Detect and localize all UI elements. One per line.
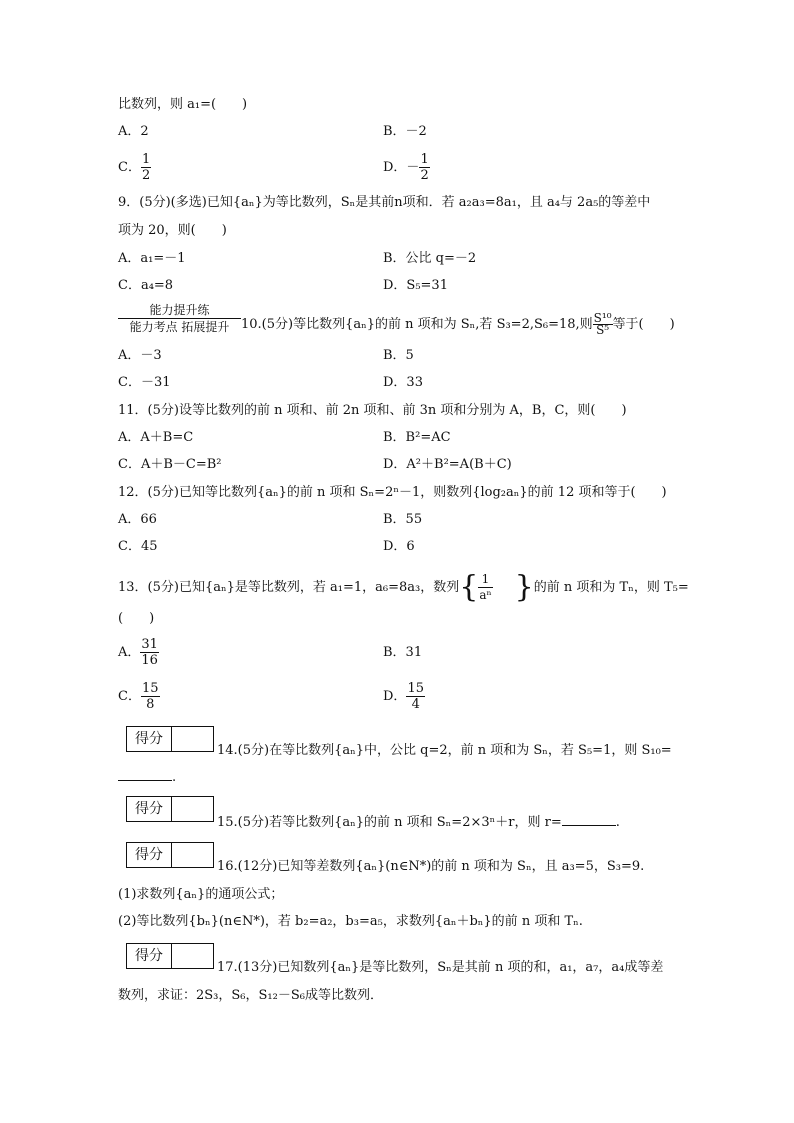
q15-stem (217, 813, 620, 832)
q9-option-d: D．S₅=31 (383, 278, 448, 293)
q10-ratio-fraction (593, 313, 613, 336)
score-label: 得分 (127, 727, 172, 751)
q13-option-a-prefix: A． (118, 645, 141, 660)
section-header-top: 能力提升练 (118, 302, 241, 319)
q16-stem: 16.(12分)已知等差数列{aₙ}(n∈N*)的前 n 项和为 Sₙ，且 a₃=5，S₃=9. (217, 859, 645, 874)
q13-option-c-prefix: C． (118, 689, 141, 704)
q16-part1: (1)求数列{aₙ}的通项公式； (118, 887, 284, 902)
q8-option-c-prefix: C． (118, 160, 141, 175)
q13-stem-b: 的前 n 项和为 Tₙ，则 T₅= (533, 580, 689, 595)
q11-option-b: B．B²=AC (383, 430, 451, 445)
fraction-numerator: 1 (141, 152, 151, 167)
q15-answer-blank[interactable] (562, 813, 616, 826)
q12-stem: 12．(5分)已知等比数列{aₙ}的前 n 项和 Sₙ=2ⁿ－1，则数列{log₂aₙ}的前 12 项和等于( ) (118, 485, 667, 500)
q9-stem-line1: 9．(5分)(多选)已知{aₙ}为等比数列，Sₙ是其前n项和．若 a₂a₃=8a₁，且 a₄与 2a₅的等差中 (118, 195, 651, 210)
fraction-numerator: 1 (420, 152, 429, 167)
q8-option-d (383, 152, 430, 183)
q15-score-box (126, 796, 214, 822)
q9-option-b: B．公比 q=－2 (383, 251, 477, 266)
q12-option-a: A．66 (118, 512, 157, 527)
q8-option-d-prefix: D．－ (383, 160, 420, 175)
q14-stem-end: . (172, 770, 177, 785)
q14-answer-blank[interactable] (118, 768, 172, 781)
q16-score-box (126, 842, 214, 868)
q17-score-box (126, 943, 214, 969)
q13-option-c-fraction (141, 681, 160, 712)
fraction-denominator: 16 (141, 653, 158, 668)
q10-option-b: B．5 (383, 348, 414, 363)
q13-brace-fraction (478, 572, 492, 603)
q11-option-c: C．A＋B－C=B² (118, 457, 222, 472)
section-header (118, 302, 241, 336)
q12-option-c: C．45 (118, 539, 158, 554)
q13-option-a-fraction (140, 637, 159, 668)
score-label: 得分 (127, 797, 172, 821)
q10-option-c: C．－31 (118, 375, 171, 390)
q11-stem: 11．(5分)设等比数列的前 n 项和、前 2n 项和、前 3n 项和分别为 A，B，C，则( ) (118, 403, 627, 418)
fraction-numerator: 31 (141, 637, 158, 652)
q13-option-c (118, 681, 160, 712)
q17-stem: 17.(13分)已知数列{aₙ}是等比数列，Sₙ是其前 n 项的和，a₁，a₇，a₄成等差 (217, 960, 664, 975)
q8-option-b: B．－2 (383, 124, 427, 139)
fraction-denominator: aⁿ (479, 588, 492, 602)
fraction-denominator: S⁵ (596, 323, 610, 337)
q10-option-a: A．－3 (118, 348, 162, 363)
q16-part2: (2)等比数列{bₙ}(n∈N*)，若 b₂=a₂，b₃=a₅，求数列{aₙ＋bₙ}的前 n 项和 Tₙ. (118, 914, 583, 929)
score-label: 得分 (127, 944, 172, 968)
q9-option-a: A．a₁=－1 (118, 251, 186, 266)
fraction-numerator: 15 (407, 681, 424, 696)
q14-answer (118, 768, 176, 787)
q13-stem-a: 13．(5分)已知{aₙ}是等比数列，若 a₁=1，a₆=8a₃，数列 (118, 580, 460, 595)
fraction-numerator: 15 (141, 681, 159, 696)
score-label: 得分 (127, 843, 172, 867)
q8-option-a: A．2 (118, 124, 149, 139)
right-brace: } (514, 569, 534, 605)
fraction-numerator: S¹⁰ (593, 311, 612, 325)
fraction-denominator: 4 (411, 697, 420, 712)
q15-stem-text: 15.(5分)若等比数列{aₙ}的前 n 项和 Sₙ=2×3ⁿ＋r，则 r= (217, 815, 562, 830)
q17-stem-line2: 数列，求证：2S₃，S₆，S₁₂－S₆成等比数列． (118, 988, 383, 1003)
q13-option-a (118, 637, 159, 668)
q8-option-d-fraction (419, 152, 429, 183)
q11-option-a: A．A＋B=C (118, 430, 194, 445)
fraction-denominator: 2 (420, 168, 429, 183)
fraction-denominator: 2 (141, 168, 151, 183)
q8-option-c (118, 152, 151, 183)
q10-stem-end: 等于( ) (612, 317, 675, 332)
q10-stem (241, 313, 675, 336)
q10-option-d: D．33 (383, 375, 423, 390)
q9-option-c: C．a₄=8 (118, 278, 174, 293)
q13-option-d-prefix: D． (383, 689, 407, 704)
q13-option-d-fraction (406, 681, 425, 712)
q14-score-box (126, 726, 214, 752)
fraction-denominator: 8 (146, 697, 155, 712)
q8-option-c-fraction (141, 152, 151, 183)
left-brace: { (459, 569, 479, 605)
q14-stem: 14.(5分)在等比数列{aₙ}中，公比 q=2，前 n 项和为 Sₙ，若 S₅=1，则 S₁₀= (217, 743, 672, 758)
section-header-bottom: 能力考点 拓展提升 (129, 320, 230, 334)
q15-stem-end: . (615, 815, 620, 830)
q13-option-d (383, 681, 425, 712)
q11-option-d: D．A²＋B²=A(B＋C) (383, 457, 512, 472)
fraction-numerator: 1 (478, 572, 492, 588)
q10-stem-text: 10.(5分)等比数列{aₙ}的前 n 项和为 Sₙ,若 S₃=2,S₆=18,则 (241, 317, 593, 332)
q9-stem-line2: 项为 20，则( ) (118, 223, 227, 238)
q13-stem-line2: ( ) (118, 611, 155, 626)
q12-option-b: B．55 (383, 512, 423, 527)
q13-stem (118, 569, 689, 605)
q13-option-b: B．31 (383, 645, 423, 660)
q8-stem-tail: 比数列，则 a₁=( ) (118, 97, 248, 112)
q12-option-d: D．6 (383, 539, 415, 554)
